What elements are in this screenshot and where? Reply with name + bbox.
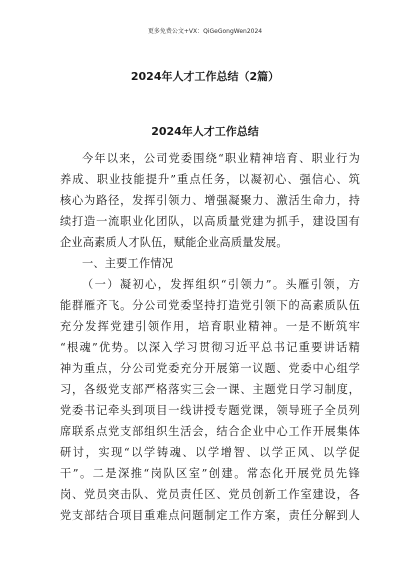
paragraph-line: （一）凝初心，发挥组织“引领力”。头雁引领，方 [82,278,360,291]
paragraph-line: 席联系点党支部组织生活会，结合企业中心工作开展集体 [60,425,360,438]
paragraph-line: 党委书记牵头到项目一线讲授专题党课，领导班子全员列 [60,404,360,417]
paragraph-line: “根魂”优势。以深入学习贯彻习近平总书记重要讲话精 [60,341,360,354]
paragraph-line: 党支部结合项目重难点问题制定工作方案，责任分解到人 [60,509,360,522]
paragraph-line: 能群雁齐飞。分公司党委坚持打造党引领下的高素质队伍 [60,299,360,312]
paragraph-line: 研讨，实现“以学铸魂、以学增智、以学正风、以学促 [60,446,360,459]
paragraph-line: 续打造一流职业化团队，以高质量党建为抓手，建设国有 [60,215,360,228]
paragraph-line: 核心为路径，发挥引领力、增强凝聚力、激活生命力，持 [60,194,360,207]
section-title: 2024年人才工作总结 [151,125,259,138]
watermark-text: 更多免费公文+VX：QiGeGongWen2024 [147,28,263,35]
paragraph-line: 企业高素质人才队伍，赋能企业高质量发展。 [60,236,288,249]
document-body [60,148,360,526]
paragraph-line: 习，各级党支部严格落实三会一课、主题党日学习制度， [60,383,360,396]
paragraph-line: 神为重点，分公司党委充分开展第一议题、党委中心组学 [60,362,360,375]
paragraph-line: 养成、职业技能提升”重点任务，以凝初心、强信心、筑 [60,173,360,186]
heading-line: 一、主要工作情况 [82,257,174,270]
paragraph-line: 今年以来，公司党委围绕“职业精神培育、职业行为 [82,152,360,165]
paragraph-line: 岗、党员突击队、党员责任区、党员创新工作室建设，各 [60,488,360,501]
paragraph-line: 充分发挥党建引领作用，培育职业精神。一是不断筑牢 [60,320,360,333]
paragraph-line: 干”。二是深推“岗队区室”创建。常态化开展党员先锋 [60,467,360,480]
document-title: 2024年人才工作总结（2篇） [130,70,280,83]
